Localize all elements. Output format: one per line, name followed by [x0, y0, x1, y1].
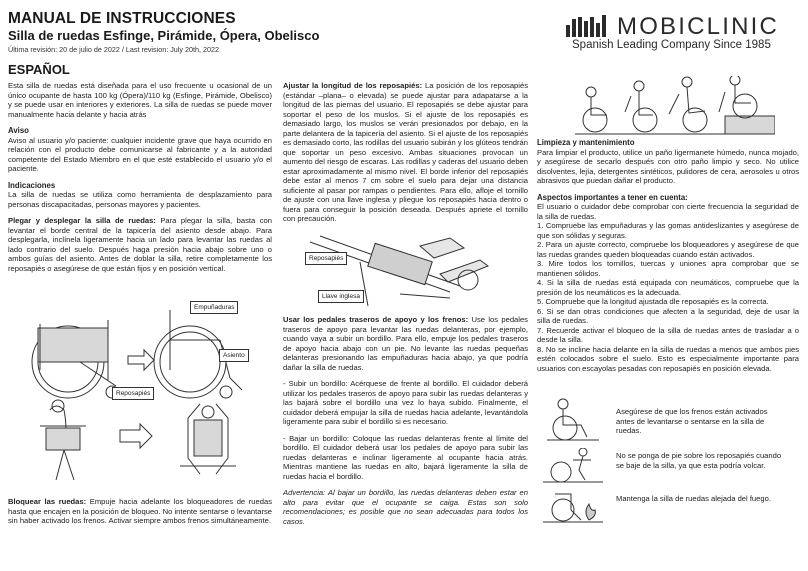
- curb-illustration: [575, 76, 775, 136]
- ajustar-text: La posición de los reposapiés (estándar –plana– o elevada) se puede ajustar para adapatarse a la longitud de las piernas del usuario. El reposapiés se debe ajustar para soportar el peso de los muslos. Si el ajuste de los reposapiés es demasiado largo, los muslos se verán presionados por debajo, en la parte delantera de la tapicería del asiento. Si el ajuste de los reposapiés es demasiado corto, las rodillas del usuario subirán y los glúteos tendrán que soportar un peso excesivo. Ambas situaciones provocan un aumento del riesgo de escaras. Las rodillas y caderas del usuario deben estar aproximadamente al mismo nivel. El borde inferior del reposapiés debe estar al menos 7 cm sobre el suelo para dejar una distancia suficiente al pasar por rampas o pendientes. Para ello, afloje el tornillo de ajuste con una llave inglesa y pliegue los reposapiés hacia dentro o fuera para conseguir la posición deseada. Después apriete el tornillo con precaución.: [283, 81, 528, 223]
- ajustar-heading: Ajustar la longitud de los reposapiés:: [283, 81, 423, 90]
- column-left-bottom: [8, 497, 272, 533]
- aspectos-item-2: 2. Para un ajuste correcto, compruebe los bloqueadores y asegúrese de que las ruedas grandes queden bloqueadas cuando están activados.: [537, 240, 799, 259]
- bajar-text: - Bajar un bordillo: Coloque las ruedas delanteras frente al límite del bordillo. El cuidador deberá usar los pedales de apoyo para subir las ruedas delanteras e inclinar ligeramente al ocupante hacia atrás. Mientras mantiene las ruedas en alto, bajará ligeramente la silla de ruedas hacia el bordillo.: [283, 433, 528, 481]
- warning-fire-text: Mantenga la silla de ruedas alejada del fuego.: [616, 494, 771, 503]
- fire-warning-icon: [543, 488, 603, 524]
- aspectos-item-7: 7. Recuerde activar el bloqueo de la silla de ruedas antes de trasladar a o desde la silla.: [537, 325, 799, 344]
- intro-text: Esta silla de ruedas está diseñada para el uso frecuente u ocasional de un único ocupante de hasta 100 kg (Ópera)/110 kg (Esfinge, Pirámide, Obelisco) y se puede usar en interiores y exteriores. La silla de ruedas se puede mover manualmente hacia delante y hacia atrás: [8, 81, 272, 119]
- column-middle: [283, 81, 528, 231]
- ajustar-paragraph: [283, 81, 528, 224]
- revision-date: Última revisión: 20 de julio de 2022 / Last revision: July 20th, 2022: [8, 45, 219, 54]
- aspectos-item-4: 4. Si la silla de ruedas está equipada con neumáticos, compruebe que la presión de los neumáticos es la adecuada.: [537, 278, 799, 297]
- callout-footrest: Reposapiés: [112, 387, 154, 400]
- plegar-text: Para plegar la silla, basta con levantar el borde central de la tapicería del asiento desde abajo. Para desplegarla, inclínela ligeramente hacia un lado para levantar las ruedas al lado contrario del suelo. Después haga presión hacia abajo sobre uno o ambos guías del asiento. Antes de doblar la silla, retire completamente los reposapiés o asegúrese de que están fijos y en posición vertical.: [8, 216, 273, 273]
- subir-text: - Subir un bordillo: Acérquese de frente al bordillo. El cuidador deberá utilizar los pedales traseros de apoyo para subir las ruedas delanteras y las bajará sobre el bordillo una vez lo haya subido. Finalmente, el cuidador deberá empujar la silla de ruedas hacia adelante, levantándola ligeramente para subir el bordillo si es necesario.: [283, 379, 528, 426]
- bloquear-paragraph: [8, 497, 272, 526]
- callout-seat: Asiento: [219, 349, 249, 362]
- page-title: MANUAL DE INSTRUCCIONES: [8, 10, 236, 27]
- warning-brakes-text: Asegúrese de que los frenos están activados antes de levantarse o sentarse en la silla de ruedas.: [616, 407, 768, 435]
- language-heading: ESPAÑOL: [8, 62, 70, 77]
- limpieza-heading: Limpieza y mantenimiento: [537, 138, 635, 147]
- footrest-warning-icon: [543, 448, 603, 484]
- indicaciones-text: La silla de ruedas se utiliza como herramienta de desplazamiento para personas discapacitadas, personas mayores y pacientes.: [8, 190, 272, 209]
- plegar-heading: Plegar y desplegar la silla de ruedas:: [8, 216, 156, 225]
- aspectos-item-5: 5. Compruebe que la longitud ajustada dle reposapiés es la correcta.: [537, 297, 769, 306]
- aspectos-item-3: 3. Mire todos los tornillos, tuercas y uniones apra comprobar que se mantienen sólidos.: [537, 259, 799, 278]
- aspectos-item-6: 6. Si se dan otras condiciones que afecten a la seguridad, deje de usar la silla de ruedas.: [537, 306, 799, 325]
- brakes-warning-icon: [543, 398, 603, 442]
- brand-logo: [566, 13, 796, 57]
- logo-mark-icon: [566, 15, 610, 39]
- indicaciones-heading: Indicaciones: [8, 180, 56, 190]
- pedales-text: Use los pedales traseros de apoyo para levantar las ruedas delanteras, por ejemplo, cuando vaya a subir un bordillo. Para ello, empuje los pedales traseros de apoyo hacia abajo con un pie. No levante las ruedas pequeñas delanteras presionando las empuñaduras hacia abajo, ya que podría dañar la silla de ruedas.: [283, 315, 528, 372]
- column-left: [8, 81, 272, 280]
- aspectos-heading: Aspectos importantes a tener en cuenta:: [537, 192, 688, 202]
- pedales-heading: Usar los pedales traseros de apoyo y los frenos:: [283, 315, 469, 324]
- warning-footrest-text: No se ponga de pie sobre los reposapiés cuando se baje de la silla, ya que esta podría volcar.: [616, 451, 782, 470]
- page-subtitle: Silla de ruedas Esfinge, Pirámide, Ópera, Obelisco: [8, 28, 320, 43]
- pedales-paragraph: [283, 315, 528, 372]
- column-middle-bottom: [283, 315, 528, 533]
- callout-wrench: Llave inglesa: [318, 290, 364, 303]
- aspectos-item-1: 1. Compruebe las empuñaduras y las gomas antideslizantes y asegúrese de que son sólidas y seguras.: [537, 221, 799, 240]
- callout-handles: Empuñaduras: [190, 301, 238, 314]
- advertencia-text: Advertencia: Al bajar un bordillo, las ruedas delanteras deben estar en alto para evitar que el ocupante se caiga. Estas son solo recomendaciones; es posible que no sean adecuadas para todos los casos.: [283, 488, 528, 526]
- aviso-text: Aviso al usuario y/o paciente: cualquier incidente grave que haya ocurrido en relación con el producto debe comunicarse al fabricante y a la autoridad competente del Estado Miembro en el que esté establecido el usuario y/o el paciente.: [8, 135, 272, 173]
- brand-tagline: Spanish Leading Company Since 1985: [572, 39, 771, 51]
- aspectos-item-8: 8. No se incline hacia delante en la silla de ruedas a menos que ambos pies estén colocados sobre el suelo. Esto es especialmente importante para usuarios con escayolas pesadas con reposapiés en posición elevada.: [537, 344, 799, 373]
- column-right: [537, 138, 799, 373]
- aspectos-intro: El usuario o cuidador debe comprobar con cierte frecuencia la seguridad de la silla de ruedas.: [537, 202, 799, 221]
- bloquear-text: Empuje hacia adelante los bloqueadores de ruedas hasta que encajen en la posición de bloqueo. No intente sentarse o levantarse sin haber activado los frenos. Activar siempre ambos frenos simultáneamente.: [8, 497, 272, 525]
- bloquear-heading: Bloquear las ruedas:: [8, 497, 87, 506]
- brand-name: MOBICLINIC: [617, 13, 780, 40]
- plegar-paragraph: [8, 216, 272, 273]
- aviso-heading: Aviso: [8, 126, 29, 135]
- callout-footrest-2: Reposapiés: [305, 252, 347, 265]
- limpieza-text: Para limpiar el producto, utilice un paño ligermanete húmedo, nunca mojado, y asegúrese de secarlo después con otro paño limpio y seco. No utilice disolventes, lejía, detergentes sintéticos, pulidores de cera, aerosoles u otros abrasivos que puedan dañar el producto.: [537, 147, 799, 185]
